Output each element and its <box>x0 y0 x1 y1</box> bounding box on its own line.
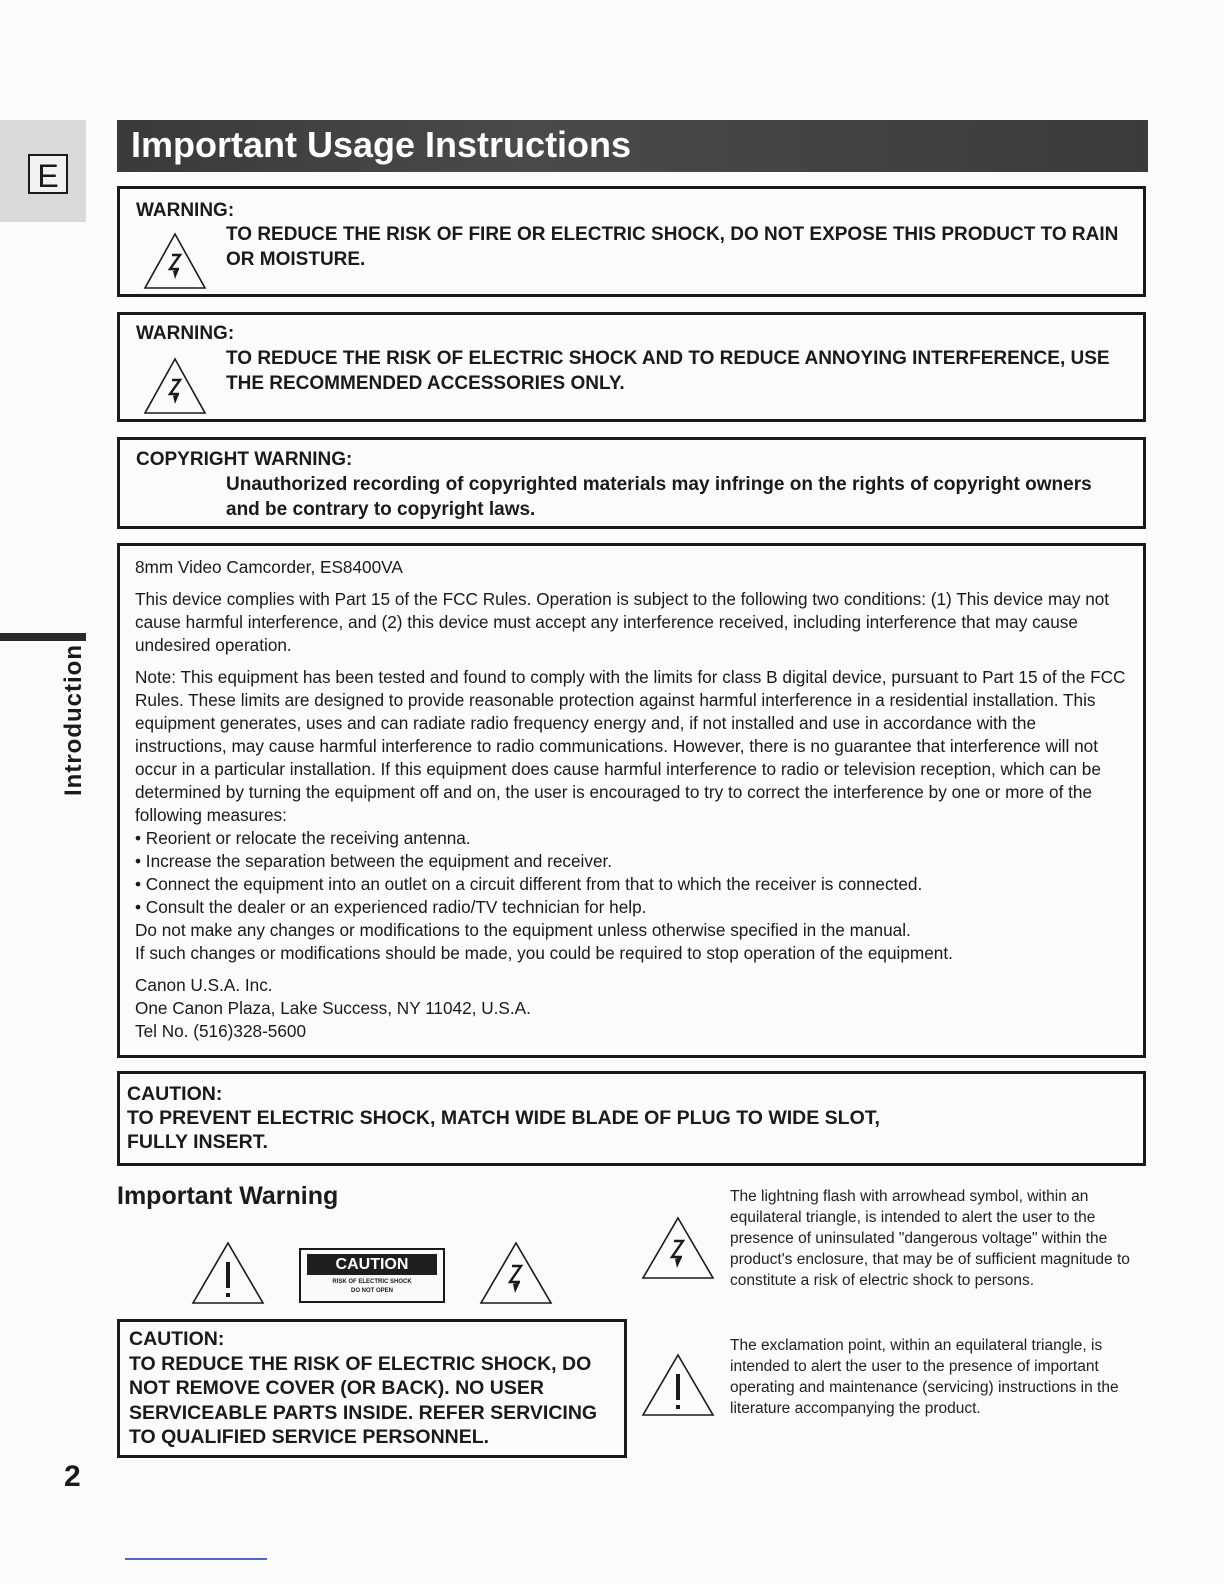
exclamation-symbol-description: The exclamation point, within an equilateral triangle, is intended to alert the user to the presence of important operating and maintenance (servicing) instructions in the literature accompanying the product. <box>730 1337 1119 1417</box>
warning-heading: WARNING: <box>136 200 235 221</box>
important-warning-title: Important Warning <box>117 1182 339 1210</box>
warning-text: TO REDUCE THE RISK OF ELECTRIC SHOCK AND TO REDUCE ANNOYING INTERFERENCE, USE THE RECOMMENDED ACCESSORIES ONLY. <box>226 348 1110 394</box>
lightning-symbol-description: The lightning flash with arrowhead symbol, within an equilateral triangle, is intended to alert the user to the presence of uninsulated "dangerous voltage" within the product's enclosure, that may be of sufficient magnitude to constitute a risk of electric shock to persons. <box>730 1188 1130 1289</box>
page-title: Important Usage Instructions <box>131 124 632 165</box>
lightning-triangle-icon <box>142 356 208 416</box>
exclamation-triangle-icon <box>640 1352 716 1418</box>
warning-text: TO REDUCE THE RISK OF FIRE OR ELECTRIC SHOCK, DO NOT EXPOSE THIS PRODUCT TO RAIN OR MOISTURE. <box>226 224 1119 270</box>
language-tab-letter: E <box>28 154 68 194</box>
lightning-triangle-icon <box>142 231 208 291</box>
caution-heading: CAUTION: <box>129 1328 225 1350</box>
list-item: • Consult the dealer or an experienced radio/TV technician for help. <box>135 897 647 917</box>
list-item: • Reorient or relocate the receiving antenna. <box>135 828 471 848</box>
company-address: One Canon Plaza, Lake Success, NY 11042, U.S.A. <box>135 998 531 1018</box>
copyright-heading: COPYRIGHT WARNING: <box>136 449 353 470</box>
caution-service-box <box>117 1319 627 1458</box>
warning-box-interference <box>117 312 1146 422</box>
caution-line: FULLY INSERT. <box>127 1131 268 1153</box>
page-number: 2 <box>64 1460 81 1493</box>
warning-box-fire <box>117 186 1146 297</box>
copyright-text: Unauthorized recording of copyrighted materials may infringe on the rights of copyright owners and be contrary to copyright laws. <box>226 474 1092 520</box>
caution-label-line: DO NOT OPEN <box>350 1288 393 1294</box>
language-tab <box>0 120 86 222</box>
company-phone: Tel No. (516)328-5600 <box>135 1021 307 1041</box>
caution-label-graphic <box>299 1248 445 1303</box>
list-item: • Connect the equipment into an outlet on a circuit different from that to which the receiver is connected. <box>135 874 923 894</box>
caution-label-heading: CAUTION <box>307 1254 437 1275</box>
copyright-warning-box <box>117 437 1146 529</box>
caution-label-subtext <box>305 1278 439 1296</box>
exclamation-triangle-icon <box>190 1240 266 1306</box>
bottom-rule <box>125 1558 267 1560</box>
section-label: Introduction <box>60 644 87 796</box>
list-item: • Increase the separation between the equipment and receiver. <box>135 851 613 871</box>
caution-service-text: TO REDUCE THE RISK OF ELECTRIC SHOCK, DO NOT REMOVE COVER (OR BACK). NO USER SERVICEABLE PARTS INSIDE. REFER SERVICING TO QUALIFIED SERVICE PERSONNEL. <box>129 1352 598 1448</box>
lightning-triangle-icon <box>640 1215 716 1281</box>
company-name: Canon U.S.A. Inc. <box>135 975 273 995</box>
lightning-triangle-icon <box>478 1240 554 1306</box>
warning-heading: WARNING: <box>136 323 235 344</box>
fcc-compliance-text: This device complies with Part 15 of the FCC Rules. Operation is subject to the following two conditions: (1) This device may not cause harmful interference, and (2) this device must accept any interference received, including interference that may cause undesired operation. <box>135 589 1110 655</box>
section-marker-bar <box>0 633 86 641</box>
fcc-statement-box <box>117 543 1146 1058</box>
caution-label-line: RISK OF ELECTRIC SHOCK <box>332 1279 412 1285</box>
caution-line: TO PREVENT ELECTRIC SHOCK, MATCH WIDE BLADE OF PLUG TO WIDE SLOT, <box>127 1107 880 1129</box>
model-name: 8mm Video Camcorder, ES8400VA <box>135 557 403 577</box>
fcc-note-text: Note: This equipment has been tested and found to comply with the limits for class B digital device, pursuant to Part 15 of the FCC Rules. These limits are designed to provide reasonable protection against harmful interference in a residential installation. This equipment generates, uses and can radiate radio frequency energy and, if not installed and use in accordance with the instructions, may cause harmful interference to radio communications. However, there is no guarantee that interference will not occur in a particular installation. If this equipment does cause harmful interference to radio or television reception, which can be determined by turning the equipment off and on, the user is encouraged to try to correct the interference by one or more of the following measures: <box>135 667 1126 825</box>
caution-plug-box <box>117 1071 1146 1166</box>
modifications-text: If such changes or modifications should be made, you could be required to stop operation of the equipment. <box>135 943 953 963</box>
caution-heading: CAUTION: <box>127 1083 223 1105</box>
modifications-text: Do not make any changes or modifications to the equipment unless otherwise specified in the manual. <box>135 920 911 940</box>
title-bar <box>117 120 1148 172</box>
